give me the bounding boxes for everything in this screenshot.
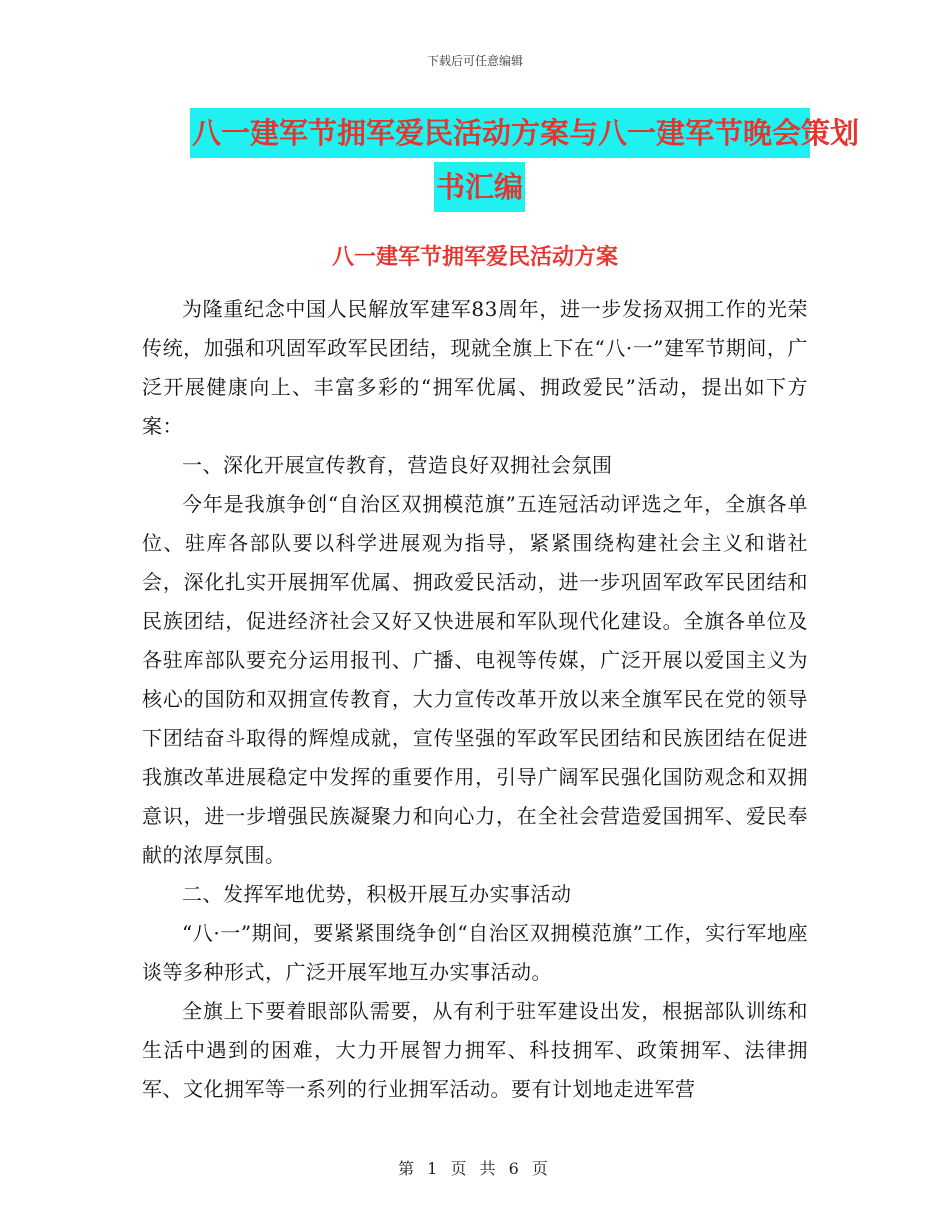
paragraph-heading: 一、深化开展宣传教育，营造良好双拥社会氛围 [182,453,613,477]
section-title: 八一建军节拥军爱民活动方案 [331,245,618,270]
document-body [142,290,808,1109]
page-footer: 第 1 页 共 6 页 [398,1159,552,1178]
paragraph: “八·一”期间，要紧紧围绕争创“自治区双拥模范旗”工作，实行军地座谈等多种形式，广泛开展军地互办实事活动。 [142,921,808,984]
paragraph: 全旗上下要着眼部队需要，从有利于驻军建设出发，根据部队训练和生活中遇到的困难，大力开展智力拥军、科技拥军、政策拥军、法律拥军、文化拥军等一系列的行业拥军活动。要有计划地走进军营 [142,999,808,1101]
document-title-line2: 书汇编 [434,162,525,212]
paragraph: 今年是我旗争创“自治区双拥模范旗”五连冠活动评选之年，全旗各单位、驻库各部队要以科学进展观为指导，紧紧围绕构建社会主义和谐社会，深化扎实开展拥军优属、拥政爱民活动，进一步巩固军政军民团结和民族团结，促进经济社会又好又快进展和军队现代化建设。全旗各单位及各驻库部队要充分运用报刊、广播、电视等传媒，广泛开展以爱国主义为核心的国防和双拥宣传教育，大力宣传改革开放以来全旗军民在党的领导下团结奋斗取得的辉煌成就，宣传坚强的军政军民团结和民族团结在促进我旗改革进展稳定中发挥的重要作用，引导广阔军民强化国防观念和双拥意识，进一步增强民族凝聚力和向心力，在全社会营造爱国拥军、爱民奉献的浓厚氛围。 [142,492,808,867]
paragraph-heading: 二、发挥军地优势，积极开展互办实事活动 [182,882,572,906]
paragraph: 为隆重纪念中国人民解放军建军83周年，进一步发扬双拥工作的光荣传统，加强和巩固军政军民团结，现就全旗上下在“八·一”建军节期间，广泛开展健康向上、丰富多彩的“拥军优属、拥政爱民”活动，提出如下方案： [142,297,808,438]
header-note: 下载后可任意编辑 [426,54,523,68]
document-title [190,108,860,212]
document-title-line1: 八一建军节拥军爱民活动方案与八一建军节晚会策划 [190,108,810,158]
